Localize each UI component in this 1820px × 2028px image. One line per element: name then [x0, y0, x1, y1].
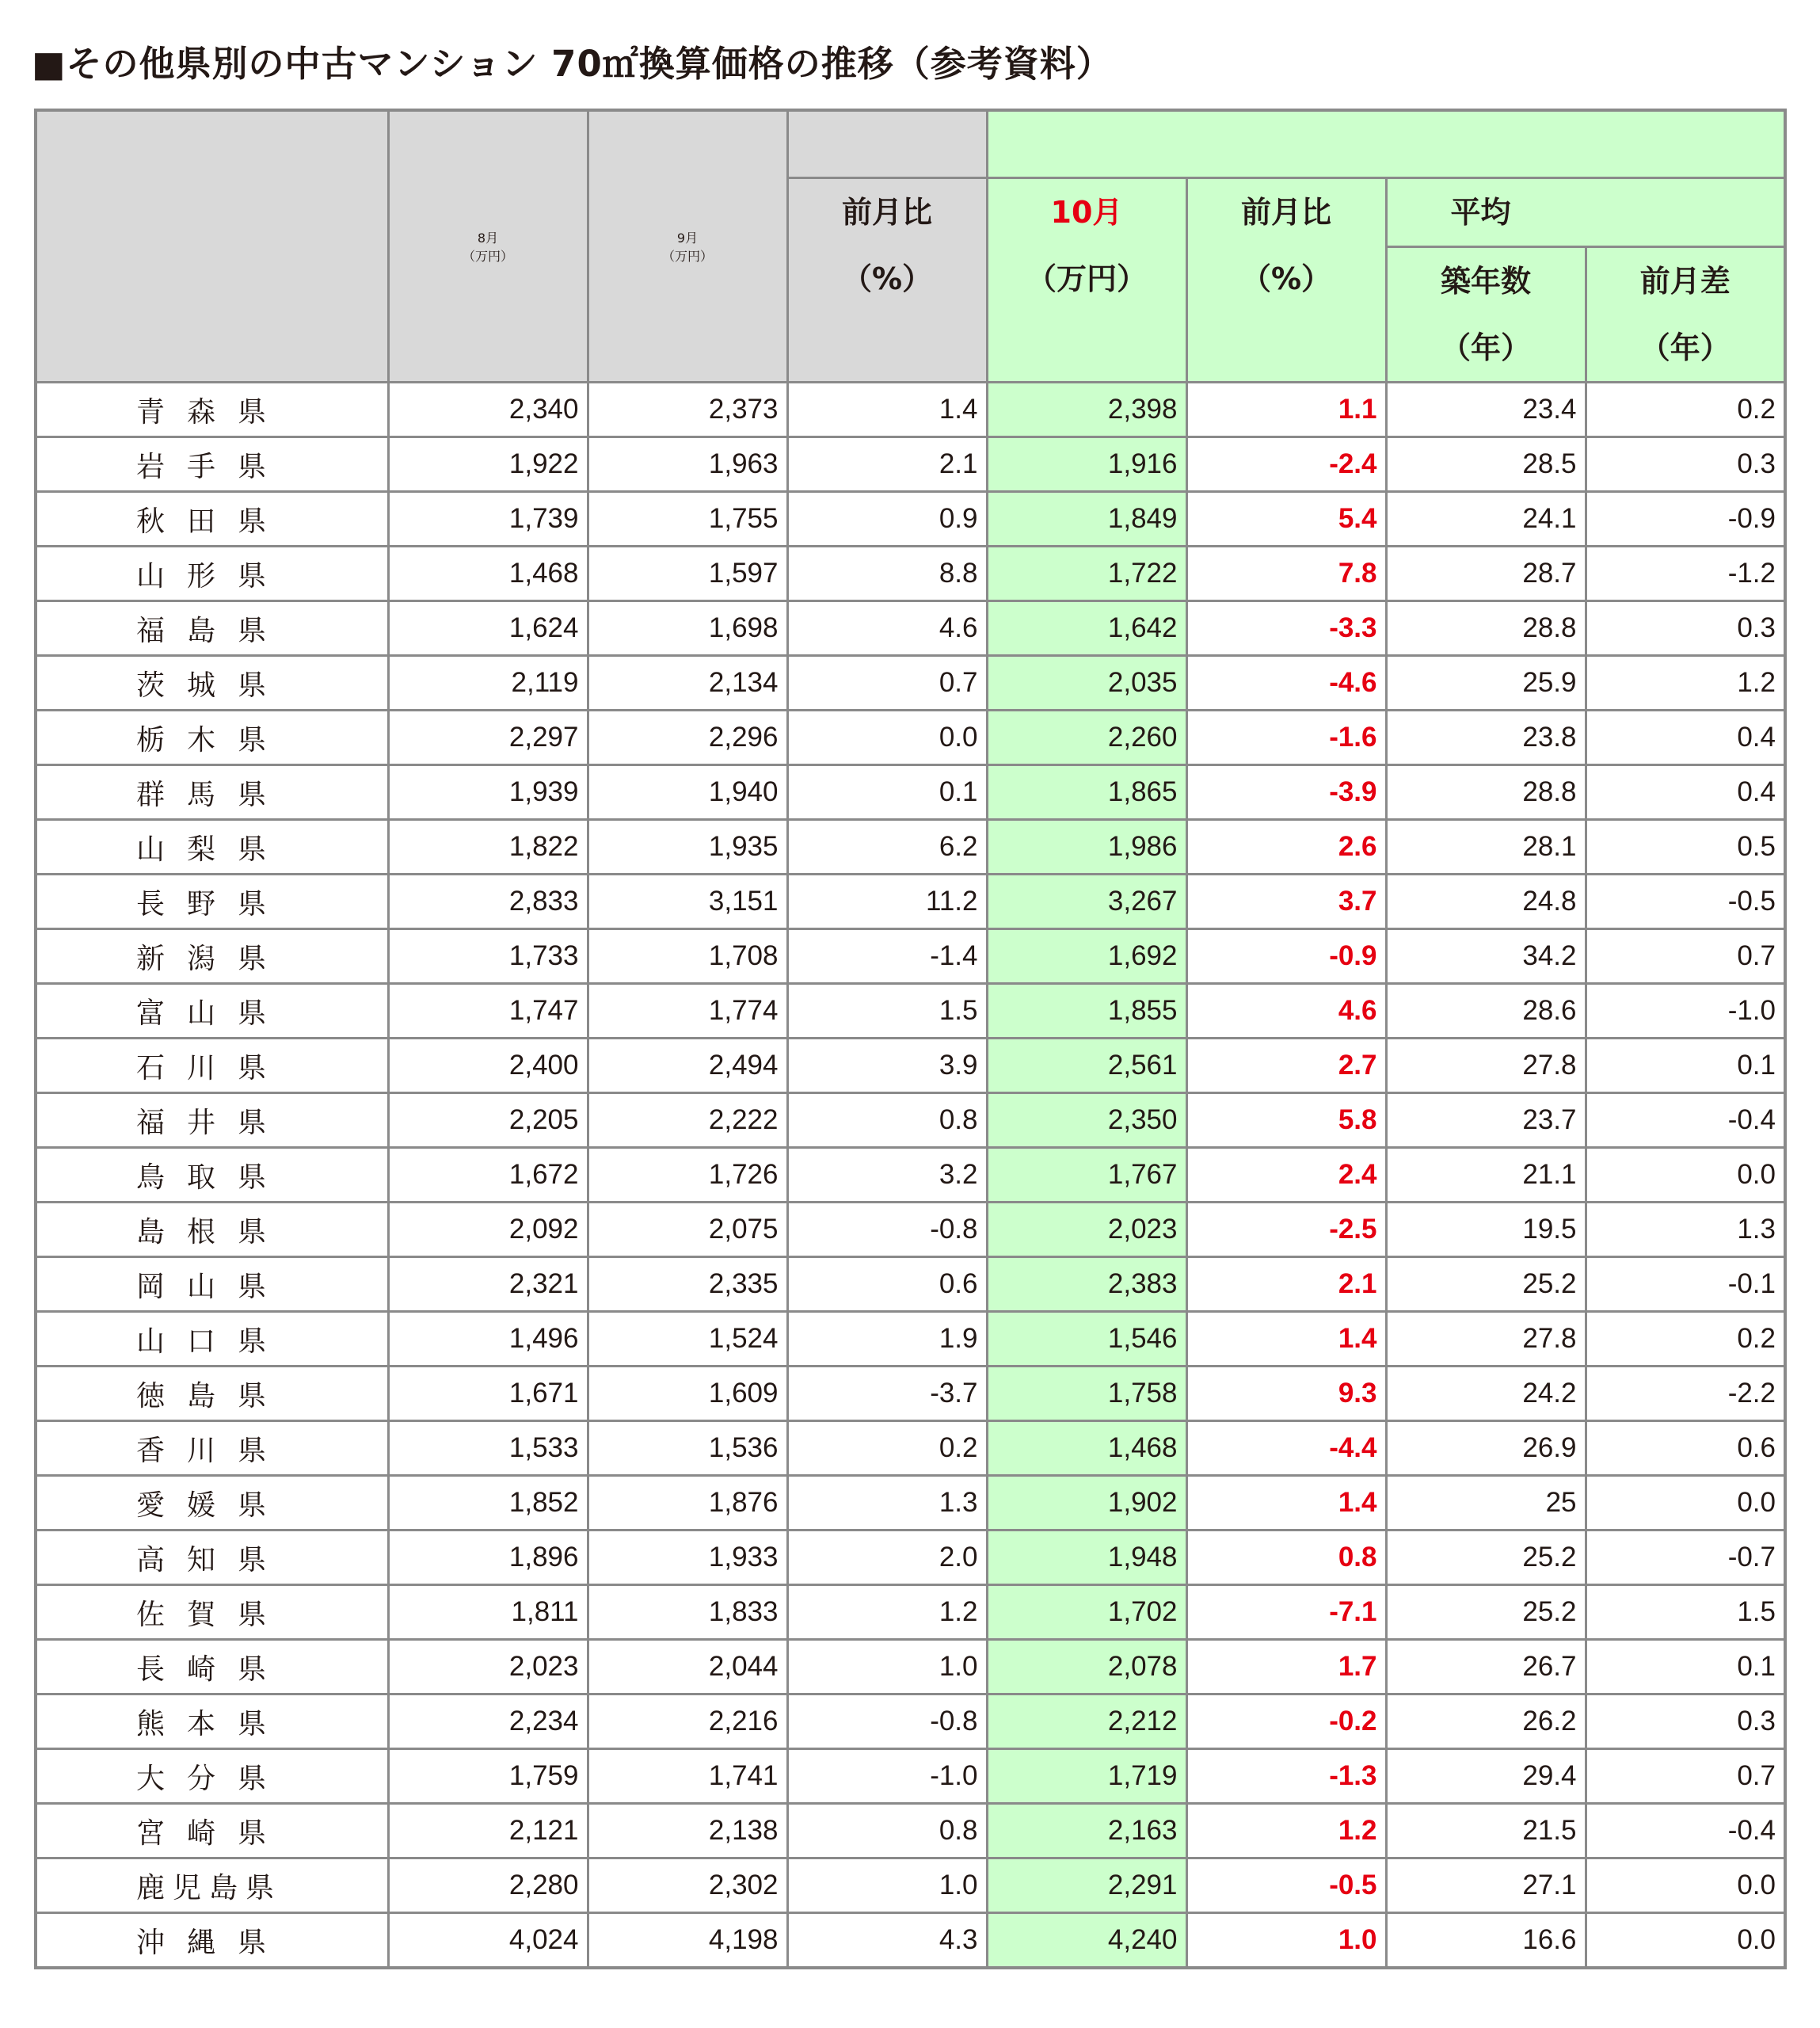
cell-prefecture: 石川県	[36, 1039, 388, 1093]
table-row	[36, 656, 1785, 711]
cell-sep-change: 0.8	[787, 1804, 987, 1858]
cell-sep-change: 2.0	[787, 1531, 987, 1585]
cell-age-diff: 0.7	[1586, 929, 1785, 984]
cell-avg-age: 27.8	[1386, 1039, 1586, 1093]
header-sep-change-unit: （%）	[841, 261, 933, 296]
cell-prefecture: 佐賀県	[36, 1585, 388, 1640]
cell-sep-change: 1.3	[787, 1476, 987, 1531]
table-row	[36, 1148, 1785, 1203]
cell-avg-age: 28.8	[1386, 601, 1586, 656]
cell-prefecture: 長崎県	[36, 1640, 388, 1694]
cell-sep-change: 4.3	[787, 1913, 987, 1969]
table-row	[36, 1476, 1785, 1531]
cell-oct: 2,212	[987, 1694, 1186, 1749]
header-avg-age-unit: （年）	[1440, 330, 1531, 365]
header-oct-month: 10月	[1050, 195, 1123, 230]
cell-sep: 2,296	[588, 711, 787, 765]
cell-aug: 2,321	[388, 1257, 588, 1312]
cell-aug: 1,747	[388, 984, 588, 1039]
cell-age-diff: 0.3	[1586, 1694, 1785, 1749]
cell-aug: 1,671	[388, 1367, 588, 1421]
cell-aug: 1,533	[388, 1421, 588, 1476]
cell-prefecture: 山形県	[36, 547, 388, 601]
cell-sep-change: 0.8	[787, 1093, 987, 1148]
cell-oct: 1,849	[987, 492, 1186, 547]
cell-prefecture: 沖縄県	[36, 1913, 388, 1969]
cell-oct: 1,692	[987, 929, 1186, 984]
cell-oct-change: -4.4	[1186, 1421, 1386, 1476]
cell-avg-age: 28.6	[1386, 984, 1586, 1039]
cell-aug: 4,024	[388, 1913, 588, 1969]
cell-sep-change: 2.1	[787, 437, 987, 492]
cell-avg-age: 16.6	[1386, 1913, 1586, 1969]
cell-sep: 2,494	[588, 1039, 787, 1093]
cell-avg-age: 29.4	[1386, 1749, 1586, 1804]
cell-prefecture: 鹿児島県	[36, 1858, 388, 1913]
cell-avg-age: 34.2	[1386, 929, 1586, 984]
cell-oct-change: 4.6	[1186, 984, 1386, 1039]
cell-prefecture: 福島県	[36, 601, 388, 656]
header-sep-month: 9月	[676, 231, 699, 246]
cell-aug: 1,739	[388, 492, 588, 547]
cell-sep-change: 1.0	[787, 1858, 987, 1913]
cell-sep: 1,963	[588, 437, 787, 492]
cell-sep-change: 8.8	[787, 547, 987, 601]
cell-oct-change: -7.1	[1186, 1585, 1386, 1640]
cell-prefecture: 宮崎県	[36, 1804, 388, 1858]
cell-oct-change: 2.7	[1186, 1039, 1386, 1093]
cell-oct: 2,023	[987, 1203, 1186, 1257]
cell-sep: 1,876	[588, 1476, 787, 1531]
header-sep-change	[787, 178, 987, 383]
cell-age-diff: -0.7	[1586, 1531, 1785, 1585]
cell-prefecture: 新潟県	[36, 929, 388, 984]
cell-sep: 1,935	[588, 820, 787, 875]
cell-oct-change: 1.7	[1186, 1640, 1386, 1694]
cell-sep-change: 3.2	[787, 1148, 987, 1203]
table-row	[36, 1312, 1785, 1367]
cell-oct: 1,767	[987, 1148, 1186, 1203]
cell-sep-change: 0.7	[787, 656, 987, 711]
cell-sep-change: 1.5	[787, 984, 987, 1039]
cell-oct-change: 1.2	[1186, 1804, 1386, 1858]
cell-prefecture: 福井県	[36, 1093, 388, 1148]
cell-oct-change: 3.7	[1186, 875, 1386, 929]
table-row	[36, 547, 1785, 601]
table-row	[36, 1585, 1785, 1640]
cell-oct-change: 1.0	[1186, 1913, 1386, 1969]
cell-sep: 1,741	[588, 1749, 787, 1804]
cell-sep-change: 1.4	[787, 383, 987, 437]
cell-aug: 1,896	[388, 1531, 588, 1585]
cell-sep: 2,075	[588, 1203, 787, 1257]
header-age-diff	[1586, 247, 1785, 383]
cell-sep: 1,940	[588, 765, 787, 820]
cell-oct: 1,719	[987, 1749, 1186, 1804]
cell-prefecture: 秋田県	[36, 492, 388, 547]
cell-sep-change: -1.4	[787, 929, 987, 984]
table-row	[36, 1804, 1785, 1858]
table-row	[36, 820, 1785, 875]
cell-age-diff: 0.0	[1586, 1476, 1785, 1531]
cell-oct-change: 1.1	[1186, 383, 1386, 437]
table-row	[36, 929, 1785, 984]
cell-prefecture: 高知県	[36, 1531, 388, 1585]
cell-sep: 1,708	[588, 929, 787, 984]
cell-age-diff: 0.3	[1586, 437, 1785, 492]
cell-sep: 2,302	[588, 1858, 787, 1913]
header-oct-change-label: 前月比	[1240, 195, 1331, 230]
cell-sep-change: 3.9	[787, 1039, 987, 1093]
cell-sep-change: 0.0	[787, 711, 987, 765]
cell-oct-change: 5.8	[1186, 1093, 1386, 1148]
cell-oct: 2,163	[987, 1804, 1186, 1858]
cell-age-diff: -1.2	[1586, 547, 1785, 601]
cell-oct: 1,902	[987, 1476, 1186, 1531]
cell-sep-change: -3.7	[787, 1367, 987, 1421]
page-title: ■その他県別の中古マンション 70㎡換算価格の推移（参考資料）	[32, 43, 1113, 85]
header-avg-age-top	[1386, 178, 1785, 247]
cell-aug: 2,400	[388, 1039, 588, 1093]
cell-avg-age: 26.9	[1386, 1421, 1586, 1476]
cell-oct: 2,561	[987, 1039, 1186, 1093]
header-sep	[588, 110, 787, 383]
cell-oct-change: 1.4	[1186, 1312, 1386, 1367]
cell-oct-change: 0.8	[1186, 1531, 1386, 1585]
cell-aug: 2,121	[388, 1804, 588, 1858]
cell-avg-age: 19.5	[1386, 1203, 1586, 1257]
cell-oct-change: 5.4	[1186, 492, 1386, 547]
table-row	[36, 383, 1785, 437]
header-avg-age-label: 平均	[1450, 195, 1511, 230]
cell-age-diff: 0.1	[1586, 1640, 1785, 1694]
cell-age-diff: 1.3	[1586, 1203, 1785, 1257]
cell-age-diff: -0.4	[1586, 1093, 1785, 1148]
table-body	[36, 383, 1785, 1969]
cell-aug: 2,340	[388, 383, 588, 437]
cell-sep: 3,151	[588, 875, 787, 929]
cell-oct-change: -3.3	[1186, 601, 1386, 656]
cell-avg-age: 25	[1386, 1476, 1586, 1531]
price-table	[34, 109, 1787, 1969]
cell-avg-age: 23.4	[1386, 383, 1586, 437]
cell-aug: 1,672	[388, 1148, 588, 1203]
header-age-diff-unit: （年）	[1639, 330, 1731, 365]
cell-avg-age: 27.8	[1386, 1312, 1586, 1367]
cell-oct: 2,291	[987, 1858, 1186, 1913]
cell-oct: 1,702	[987, 1585, 1186, 1640]
cell-aug: 2,092	[388, 1203, 588, 1257]
table-row	[36, 1640, 1785, 1694]
cell-oct-change: 9.3	[1186, 1367, 1386, 1421]
table-row	[36, 1913, 1785, 1969]
cell-sep: 2,335	[588, 1257, 787, 1312]
cell-oct: 2,035	[987, 656, 1186, 711]
cell-oct-change: -2.4	[1186, 437, 1386, 492]
cell-prefecture: 熊本県	[36, 1694, 388, 1749]
cell-sep: 2,134	[588, 656, 787, 711]
cell-aug: 2,280	[388, 1858, 588, 1913]
table-row	[36, 875, 1785, 929]
cell-age-diff: 0.0	[1586, 1913, 1785, 1969]
cell-prefecture: 大分県	[36, 1749, 388, 1804]
cell-sep-change: 1.2	[787, 1585, 987, 1640]
cell-sep: 1,726	[588, 1148, 787, 1203]
cell-age-diff: -0.1	[1586, 1257, 1785, 1312]
cell-prefecture: 山口県	[36, 1312, 388, 1367]
cell-oct-change: -4.6	[1186, 656, 1386, 711]
header-aug-month: 8月	[477, 231, 499, 246]
cell-prefecture: 島根県	[36, 1203, 388, 1257]
cell-aug: 1,759	[388, 1749, 588, 1804]
table-row	[36, 711, 1785, 765]
cell-sep: 1,833	[588, 1585, 787, 1640]
cell-sep-change: 0.6	[787, 1257, 987, 1312]
table-row	[36, 1203, 1785, 1257]
cell-sep-change: 0.9	[787, 492, 987, 547]
cell-aug: 2,205	[388, 1093, 588, 1148]
header-sep-change-top	[787, 110, 987, 178]
cell-aug: 2,023	[388, 1640, 588, 1694]
header-sep-change-label: 前月比	[841, 195, 932, 230]
header-age-diff-label: 前月差	[1639, 264, 1731, 299]
cell-prefecture: 長野県	[36, 875, 388, 929]
table-row	[36, 492, 1785, 547]
cell-aug: 2,833	[388, 875, 588, 929]
header-avg-age-sub: 築年数	[1440, 264, 1531, 299]
table-row	[36, 1694, 1785, 1749]
cell-age-diff: 0.3	[1586, 601, 1785, 656]
table-row	[36, 1367, 1785, 1421]
cell-sep-change: 0.1	[787, 765, 987, 820]
cell-age-diff: 0.4	[1586, 711, 1785, 765]
cell-prefecture: 香川県	[36, 1421, 388, 1476]
cell-oct-change: -1.3	[1186, 1749, 1386, 1804]
cell-oct-change: 2.6	[1186, 820, 1386, 875]
header-oct-unit: （万円）	[1026, 261, 1147, 296]
cell-age-diff: 0.4	[1586, 765, 1785, 820]
cell-age-diff: 0.2	[1586, 1312, 1785, 1367]
header-aug-unit: （万円）	[462, 249, 513, 264]
cell-sep: 2,222	[588, 1093, 787, 1148]
cell-avg-age: 21.1	[1386, 1148, 1586, 1203]
cell-aug: 1,939	[388, 765, 588, 820]
header-oct	[987, 178, 1186, 383]
cell-aug: 2,234	[388, 1694, 588, 1749]
cell-sep-change: 4.6	[787, 601, 987, 656]
header-aug	[388, 110, 588, 383]
cell-age-diff: 0.1	[1586, 1039, 1785, 1093]
cell-aug: 1,468	[388, 547, 588, 601]
cell-oct: 1,865	[987, 765, 1186, 820]
cell-prefecture: 愛媛県	[36, 1476, 388, 1531]
table-row	[36, 1531, 1785, 1585]
cell-aug: 1,822	[388, 820, 588, 875]
cell-oct-change: -1.6	[1186, 711, 1386, 765]
cell-sep-change: -0.8	[787, 1694, 987, 1749]
table-row	[36, 601, 1785, 656]
table-row	[36, 1749, 1785, 1804]
cell-oct-change: -0.2	[1186, 1694, 1386, 1749]
cell-age-diff: 1.5	[1586, 1585, 1785, 1640]
cell-avg-age: 24.1	[1386, 492, 1586, 547]
cell-avg-age: 28.7	[1386, 547, 1586, 601]
cell-aug: 1,852	[388, 1476, 588, 1531]
header-oct-change	[1186, 178, 1386, 383]
cell-aug: 1,811	[388, 1585, 588, 1640]
cell-oct-change: 2.1	[1186, 1257, 1386, 1312]
cell-sep: 2,216	[588, 1694, 787, 1749]
cell-avg-age: 21.5	[1386, 1804, 1586, 1858]
cell-avg-age: 24.2	[1386, 1367, 1586, 1421]
cell-aug: 1,733	[388, 929, 588, 984]
cell-avg-age: 28.8	[1386, 765, 1586, 820]
table-row	[36, 1858, 1785, 1913]
table-row	[36, 765, 1785, 820]
cell-oct: 2,383	[987, 1257, 1186, 1312]
cell-sep: 1,597	[588, 547, 787, 601]
cell-prefecture: 山梨県	[36, 820, 388, 875]
cell-avg-age: 25.9	[1386, 656, 1586, 711]
cell-sep-change: -0.8	[787, 1203, 987, 1257]
cell-oct: 1,722	[987, 547, 1186, 601]
cell-oct: 1,948	[987, 1531, 1186, 1585]
cell-avg-age: 28.1	[1386, 820, 1586, 875]
cell-sep-change: 0.2	[787, 1421, 987, 1476]
cell-oct-change: 1.4	[1186, 1476, 1386, 1531]
cell-sep: 1,933	[588, 1531, 787, 1585]
cell-aug: 2,119	[388, 656, 588, 711]
cell-avg-age: 27.1	[1386, 1858, 1586, 1913]
cell-sep-change: 6.2	[787, 820, 987, 875]
header-avg-age	[1386, 247, 1586, 383]
cell-sep-change: 11.2	[787, 875, 987, 929]
cell-age-diff: 0.5	[1586, 820, 1785, 875]
cell-oct: 1,468	[987, 1421, 1186, 1476]
cell-sep: 1,524	[588, 1312, 787, 1367]
cell-prefecture: 富山県	[36, 984, 388, 1039]
cell-age-diff: 0.7	[1586, 1749, 1785, 1804]
cell-aug: 1,496	[388, 1312, 588, 1367]
cell-oct-change: -0.9	[1186, 929, 1386, 984]
cell-age-diff: -0.9	[1586, 492, 1785, 547]
table-row	[36, 984, 1785, 1039]
header-oct-group-top	[987, 110, 1785, 178]
cell-prefecture: 茨城県	[36, 656, 388, 711]
cell-oct: 1,642	[987, 601, 1186, 656]
cell-avg-age: 23.8	[1386, 711, 1586, 765]
table-row	[36, 1039, 1785, 1093]
cell-oct: 3,267	[987, 875, 1186, 929]
cell-oct: 4,240	[987, 1913, 1186, 1969]
cell-prefecture: 岡山県	[36, 1257, 388, 1312]
cell-aug: 2,297	[388, 711, 588, 765]
cell-oct: 1,916	[987, 437, 1186, 492]
cell-oct: 2,260	[987, 711, 1186, 765]
header-oct-change-unit: （%）	[1240, 261, 1332, 296]
cell-oct-change: -3.9	[1186, 765, 1386, 820]
cell-prefecture: 群馬県	[36, 765, 388, 820]
cell-age-diff: 0.2	[1586, 383, 1785, 437]
cell-sep: 2,138	[588, 1804, 787, 1858]
table-header	[36, 110, 1785, 383]
cell-avg-age: 25.2	[1386, 1585, 1586, 1640]
cell-oct: 2,398	[987, 383, 1186, 437]
cell-avg-age: 26.2	[1386, 1694, 1586, 1749]
cell-sep: 1,755	[588, 492, 787, 547]
cell-age-diff: 0.6	[1586, 1421, 1785, 1476]
cell-avg-age: 26.7	[1386, 1640, 1586, 1694]
cell-oct-change: -2.5	[1186, 1203, 1386, 1257]
cell-age-diff: -1.0	[1586, 984, 1785, 1039]
cell-avg-age: 28.5	[1386, 437, 1586, 492]
cell-sep: 2,373	[588, 383, 787, 437]
header-prefecture-blank	[36, 110, 388, 383]
cell-avg-age: 24.8	[1386, 875, 1586, 929]
cell-prefecture: 青森県	[36, 383, 388, 437]
cell-age-diff: 0.0	[1586, 1858, 1785, 1913]
table-row	[36, 1093, 1785, 1148]
cell-sep-change: 1.9	[787, 1312, 987, 1367]
cell-prefecture: 徳島県	[36, 1367, 388, 1421]
table-row	[36, 1421, 1785, 1476]
cell-sep: 4,198	[588, 1913, 787, 1969]
cell-sep: 1,609	[588, 1367, 787, 1421]
cell-sep: 1,698	[588, 601, 787, 656]
cell-prefecture: 鳥取県	[36, 1148, 388, 1203]
cell-oct: 1,546	[987, 1312, 1186, 1367]
table-row	[36, 437, 1785, 492]
cell-age-diff: 0.0	[1586, 1148, 1785, 1203]
cell-sep: 1,774	[588, 984, 787, 1039]
cell-aug: 1,624	[388, 601, 588, 656]
header-sep-unit: （万円）	[661, 249, 713, 264]
cell-avg-age: 25.2	[1386, 1531, 1586, 1585]
cell-age-diff: -0.4	[1586, 1804, 1785, 1858]
cell-avg-age: 23.7	[1386, 1093, 1586, 1148]
cell-oct-change: 7.8	[1186, 547, 1386, 601]
cell-age-diff: 1.2	[1586, 656, 1785, 711]
table-row	[36, 1257, 1785, 1312]
cell-prefecture: 岩手県	[36, 437, 388, 492]
cell-age-diff: -0.5	[1586, 875, 1785, 929]
cell-oct: 2,350	[987, 1093, 1186, 1148]
cell-sep-change: -1.0	[787, 1749, 987, 1804]
cell-oct: 2,078	[987, 1640, 1186, 1694]
cell-prefecture: 栃木県	[36, 711, 388, 765]
cell-sep: 1,536	[588, 1421, 787, 1476]
cell-oct: 1,855	[987, 984, 1186, 1039]
cell-age-diff: -2.2	[1586, 1367, 1785, 1421]
cell-oct: 1,986	[987, 820, 1186, 875]
cell-sep-change: 1.0	[787, 1640, 987, 1694]
cell-oct-change: -0.5	[1186, 1858, 1386, 1913]
cell-oct: 1,758	[987, 1367, 1186, 1421]
cell-avg-age: 25.2	[1386, 1257, 1586, 1312]
cell-oct-change: 2.4	[1186, 1148, 1386, 1203]
cell-sep: 2,044	[588, 1640, 787, 1694]
cell-aug: 1,922	[388, 437, 588, 492]
